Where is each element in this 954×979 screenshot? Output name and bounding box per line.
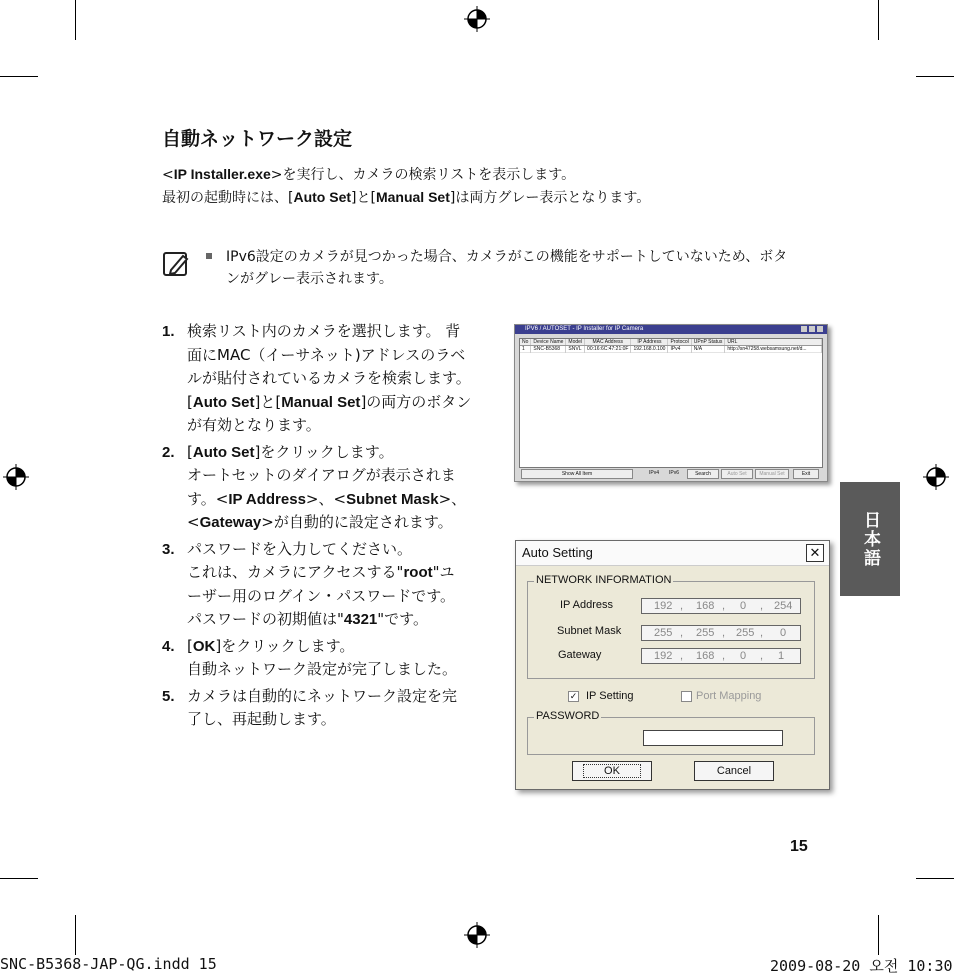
exit-button[interactable]: Exit [793, 469, 819, 479]
step-1: 1. 検索リスト内のカメラを選択します。 背 面にMAC（イーサネット)アドレスのラベ ルが貼付されているカメラを検索します。 [Auto Set]と[Manual Set]の両方のボタン が有効となります。 [162, 322, 472, 434]
subnet-mask-label: Subnet Mask [557, 625, 622, 637]
step-4: 4. [OK]をクリックします。 自動ネットワーク設定が完了しました。 [162, 636, 458, 678]
column-header[interactable]: URL [725, 339, 822, 346]
auto-set-button[interactable]: Auto Set [721, 469, 753, 479]
close-icon[interactable]: ✕ [806, 544, 824, 562]
ip-setting-checkbox[interactable]: ✓ [569, 691, 578, 701]
footer-timestamp: 2009-08-20 오전 10:30 [770, 957, 953, 975]
gateway-label: Gateway [558, 649, 602, 661]
dialog-title: Auto Setting [522, 545, 593, 560]
column-header[interactable]: UPnP Status [691, 339, 725, 346]
crop-mark [0, 878, 38, 879]
subnet-mask-field[interactable]: 255 , 255 , 255 , 0 [641, 625, 801, 641]
password-input[interactable] [643, 730, 783, 746]
note [206, 246, 836, 290]
crop-mark [75, 915, 76, 955]
cancel-button[interactable]: Cancel [694, 761, 774, 781]
page-title: 自動ネットワーク設定 [162, 128, 353, 150]
registration-mark-icon [464, 922, 490, 948]
crop-mark [75, 0, 76, 40]
column-header[interactable]: MAC Address [585, 339, 631, 346]
intro-text: <IP Installer.exe>を実行し、カメラの検索リストを表示します。 最初の起動時には、[Auto Set]と[Manual Set]は両方グレー表示となります。 [162, 166, 651, 206]
port-mapping-checkbox[interactable] [681, 691, 692, 702]
language-tab: 日本語 [840, 482, 900, 596]
step-3: 3. パスワードを入力してください。 これは、カメラにアクセスする"root"ユ ーザー用のログイン・パスワードです。 パスワードの初期値は"4321"です。 [162, 539, 456, 628]
camera-list[interactable] [519, 338, 823, 468]
maximize-icon[interactable] [809, 326, 815, 332]
note-text: IPv6設定のカメラが見つかった場合、カメラがこの機能をサポートしていないため、ボタ ンがグレー表示されます。 [226, 249, 788, 287]
group-label: PASSWORD [536, 710, 600, 722]
ipv4-radio[interactable]: IPv4 [648, 470, 659, 476]
ip-installer-window [514, 324, 828, 482]
ipv6-radio[interactable]: IPv6 [668, 470, 679, 476]
column-header[interactable]: IP Address [631, 339, 668, 346]
page-number: 15 [790, 838, 808, 855]
auto-setting-dialog [515, 540, 830, 790]
column-header[interactable]: Protocol [668, 339, 691, 346]
ip-installer-titlebar: IPV6 / AUTOSET - IP Installer for IP Camera [515, 325, 827, 334]
bullet-icon [206, 253, 212, 259]
port-mapping-label: Port Mapping [696, 690, 762, 702]
table-row[interactable]: 1 SNC-B5368 SNVL 00:16:6C:47:21:0F 192.168.0.100 IPv4 N/A http://sn47258.websamsung.net/d... [520, 346, 822, 353]
crop-mark [878, 0, 879, 40]
step-2: 2. [Auto Set]をクリックします。 オートセットのダイアログが表示されま す。<IP Address>、<Subnet Mask>、 <Gateway>が自動的に設定されます。 [162, 442, 467, 531]
ok-button[interactable]: OK [572, 761, 652, 781]
auto-setting-titlebar [516, 541, 829, 566]
crop-mark [878, 915, 879, 955]
column-header[interactable]: Model [566, 339, 585, 346]
column-header[interactable]: Device Name [531, 339, 566, 346]
ip-address-label: IP Address [560, 599, 613, 611]
installer-buttons [519, 469, 821, 478]
gateway-field[interactable]: 192 , 168 , 0 , 1 [641, 648, 801, 664]
footer-filename: SNC-B5368-JAP-QG.indd 15 [0, 955, 217, 973]
group-label: NETWORK INFORMATION [536, 574, 672, 586]
minimize-icon[interactable] [801, 326, 807, 332]
registration-mark-icon [923, 464, 949, 490]
show-all-button[interactable]: Show All Item [521, 469, 633, 479]
crop-mark [916, 878, 954, 879]
ip-address-field[interactable]: 192 , 168 , 0 , 254 [641, 598, 801, 614]
registration-mark-icon [3, 464, 29, 490]
crop-mark [0, 76, 38, 77]
close-icon[interactable] [817, 326, 823, 332]
column-header[interactable]: No [520, 339, 531, 346]
manual-set-button[interactable]: Manual Set [755, 469, 789, 479]
search-button[interactable]: Search [687, 469, 719, 479]
steps-list [162, 320, 502, 735]
note-icon [162, 250, 190, 278]
crop-mark [916, 76, 954, 77]
registration-mark-icon [464, 6, 490, 32]
ip-setting-label: IP Setting [586, 690, 634, 702]
step-5: 5. カメラは自動的にネットワーク設定を完 了し、再起動します。 [162, 686, 458, 728]
